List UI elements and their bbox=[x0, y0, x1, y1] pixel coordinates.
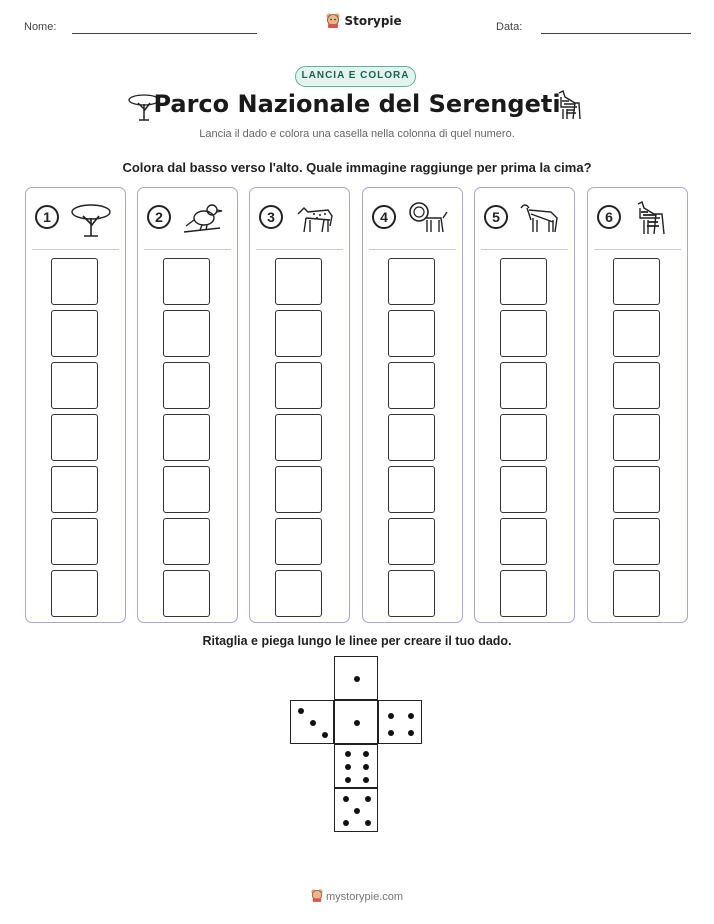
color-box[interactable] bbox=[613, 570, 660, 617]
color-box[interactable] bbox=[163, 310, 210, 357]
die-pip bbox=[363, 751, 369, 757]
die-pip bbox=[343, 820, 349, 826]
color-box[interactable] bbox=[388, 518, 435, 565]
column-1 bbox=[25, 187, 126, 623]
die-pip bbox=[298, 708, 304, 714]
die-pip bbox=[365, 796, 371, 802]
die-pip bbox=[363, 777, 369, 783]
column-number: 3 bbox=[259, 205, 283, 229]
storypie-bear-icon bbox=[311, 888, 323, 902]
column-number: 1 bbox=[35, 205, 59, 229]
date-label: Data: bbox=[496, 21, 523, 33]
hyena-icon bbox=[292, 198, 338, 240]
brand-logo bbox=[326, 12, 402, 30]
die-face bbox=[334, 700, 378, 744]
zebra-icon bbox=[553, 89, 585, 128]
color-box[interactable] bbox=[500, 570, 547, 617]
die-pip bbox=[354, 676, 360, 682]
die-face bbox=[378, 700, 422, 744]
color-box[interactable] bbox=[388, 570, 435, 617]
color-box[interactable] bbox=[51, 466, 98, 513]
column-6 bbox=[587, 187, 688, 623]
color-box[interactable] bbox=[613, 258, 660, 305]
die-net bbox=[290, 656, 424, 834]
zebra-icon bbox=[630, 198, 676, 240]
die-pip bbox=[345, 751, 351, 757]
color-box[interactable] bbox=[51, 362, 98, 409]
wildebeest-icon bbox=[517, 198, 563, 240]
color-box[interactable] bbox=[51, 310, 98, 357]
color-box[interactable] bbox=[51, 258, 98, 305]
column-2 bbox=[137, 187, 238, 623]
color-box[interactable] bbox=[163, 466, 210, 513]
color-box[interactable] bbox=[613, 414, 660, 461]
die-face bbox=[334, 744, 378, 788]
color-box[interactable] bbox=[613, 310, 660, 357]
footer bbox=[0, 888, 714, 903]
color-box[interactable] bbox=[613, 362, 660, 409]
die-pip bbox=[310, 720, 316, 726]
color-box[interactable] bbox=[500, 414, 547, 461]
die-face bbox=[290, 700, 334, 744]
column-divider bbox=[369, 249, 456, 250]
column-number: 2 bbox=[147, 205, 171, 229]
column-5 bbox=[474, 187, 575, 623]
color-box[interactable] bbox=[500, 518, 547, 565]
column-divider bbox=[32, 249, 119, 250]
footer-url: mystorypie.com bbox=[326, 891, 404, 903]
color-box[interactable] bbox=[275, 362, 322, 409]
color-box[interactable] bbox=[163, 414, 210, 461]
column-number: 5 bbox=[484, 205, 508, 229]
color-box[interactable] bbox=[163, 362, 210, 409]
column-number: 4 bbox=[372, 205, 396, 229]
column-divider bbox=[481, 249, 568, 250]
page-title: Parco Nazionale del Serengeti bbox=[153, 90, 561, 118]
die-face bbox=[334, 788, 378, 832]
instruction: Colora dal basso verso l'alto. Quale immagine raggiunge per prima la cima? bbox=[122, 160, 592, 175]
die-pip bbox=[345, 764, 351, 770]
color-box[interactable] bbox=[51, 518, 98, 565]
color-box[interactable] bbox=[51, 414, 98, 461]
column-3 bbox=[249, 187, 350, 623]
color-box[interactable] bbox=[500, 466, 547, 513]
column-divider bbox=[256, 249, 343, 250]
color-box[interactable] bbox=[500, 310, 547, 357]
color-box[interactable] bbox=[275, 414, 322, 461]
color-box[interactable] bbox=[275, 310, 322, 357]
color-box[interactable] bbox=[51, 570, 98, 617]
die-instruction: Ritaglia e piega lungo le linee per creare il tuo dado. bbox=[202, 634, 512, 648]
column-number: 6 bbox=[597, 205, 621, 229]
column-4 bbox=[362, 187, 463, 623]
column-divider bbox=[594, 249, 681, 250]
color-box[interactable] bbox=[163, 518, 210, 565]
color-box[interactable] bbox=[388, 414, 435, 461]
die-pip bbox=[388, 730, 394, 736]
date-line[interactable] bbox=[541, 33, 691, 34]
color-box[interactable] bbox=[388, 310, 435, 357]
die-pip bbox=[408, 730, 414, 736]
subtitle: Lancia il dado e colora una casella nella colonna di quel numero. bbox=[199, 128, 515, 140]
color-box[interactable] bbox=[163, 570, 210, 617]
die-pip bbox=[354, 720, 360, 726]
die-pip bbox=[363, 764, 369, 770]
die-pip bbox=[345, 777, 351, 783]
brand-name: Storypie bbox=[344, 14, 402, 28]
die-pip bbox=[408, 713, 414, 719]
die-pip bbox=[343, 796, 349, 802]
color-box[interactable] bbox=[613, 466, 660, 513]
die-pip bbox=[322, 732, 328, 738]
column-divider bbox=[144, 249, 231, 250]
die-face bbox=[334, 656, 378, 700]
bird-icon bbox=[180, 198, 226, 240]
color-box[interactable] bbox=[388, 466, 435, 513]
activity-badge: LANCIA E COLORA bbox=[295, 66, 416, 87]
color-box[interactable] bbox=[613, 518, 660, 565]
color-box[interactable] bbox=[500, 258, 547, 305]
color-box[interactable] bbox=[500, 362, 547, 409]
die-pip bbox=[354, 808, 360, 814]
name-line[interactable] bbox=[72, 33, 257, 34]
die-pip bbox=[365, 820, 371, 826]
die-pip bbox=[388, 713, 394, 719]
storypie-bear-icon bbox=[326, 12, 340, 28]
color-box[interactable] bbox=[388, 258, 435, 305]
color-box[interactable] bbox=[163, 258, 210, 305]
acacia-tree-icon bbox=[68, 198, 114, 240]
color-box[interactable] bbox=[275, 258, 322, 305]
color-box[interactable] bbox=[275, 518, 322, 565]
color-box[interactable] bbox=[388, 362, 435, 409]
name-label: Nome: bbox=[24, 21, 57, 33]
lion-icon bbox=[405, 198, 451, 240]
color-box[interactable] bbox=[275, 570, 322, 617]
color-box[interactable] bbox=[275, 466, 322, 513]
